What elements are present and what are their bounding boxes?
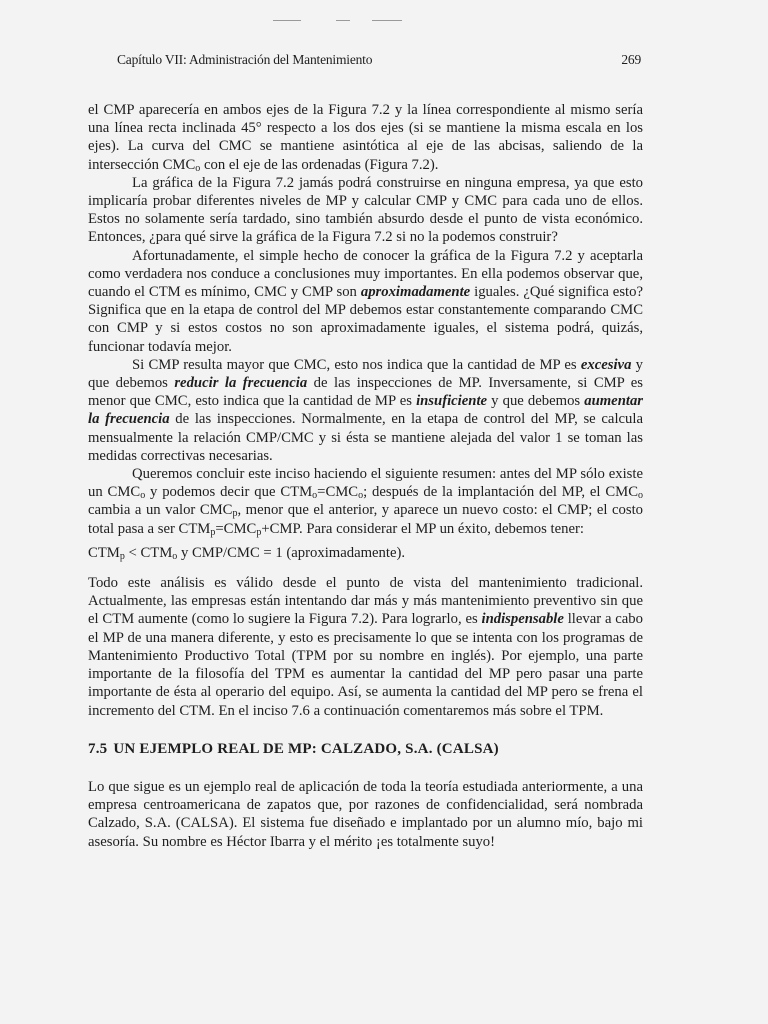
section-heading: 7.5 UN EJEMPLO REAL DE MP: CALZADO, S.A. (CALSA) bbox=[88, 740, 499, 757]
page-header bbox=[117, 52, 641, 68]
paragraph-5: Queremos concluir este inciso haciendo el siguiente resumen: antes del MP sólo existe un $CMC_o$ y podemos decir que $CTM_o=CMC_o$; después de la implantación del MP, el $CMC_o$ cambia a un valor $CMC_p$, menor que el anterior, y aparece un nuevo costo: el CMP; el costo total pasa a ser $CTM_p=CMC_p+CMP$. Para considerar el MP un éxito, debemos tener: bbox=[88, 466, 643, 538]
paragraph-2: La gráfica de la Figura 7.2 jamás podrá construirse en ninguna empresa, ya que esto implicaría probar diferentes niveles de MP y calcular CMP y CMC para cada uno de ellos. Estos no solamente sería tardado, sino también absurdo desde el punto de vista económico. Entonces, ¿para qué sirve la gráfica de la Figura 7.2 si no la podemos construir? bbox=[88, 174, 643, 246]
page-body bbox=[88, 101, 643, 851]
scan-mark bbox=[372, 20, 402, 21]
page-number: 269 bbox=[621, 52, 641, 67]
formula: $CTM_p < CTM_o$ y CMP/CMC = 1 (aproximadamente). bbox=[88, 544, 406, 562]
paragraph-7: Lo que sigue es un ejemplo real de aplicación de toda la teoría estudiada anteriormente, a una empresa centroamericana de zapatos que, por razones de confidencialidad, será nombrada Calzado, S.A. (CALSA). El sistema fue diseñado e implantado por un alumno mío, bajo mi asesoría. Su nombre es Héctor Ibarra y el mérito ¡es totalmente suyo! bbox=[88, 778, 643, 850]
paragraph-1: el CMP aparecería en ambos ejes de la Figura 7.2 y la línea correspondiente al mismo sería una línea recta inclinada 45° respecto a los dos ejes (si se mantiene la misma escala en los ejes). La curva del CMC se mantiene asintótica al eje de las abcisas, saliendo de la intersección $CMC_o$ con el eje de las ordenadas (Figura 7.2). bbox=[88, 102, 643, 174]
paragraph-6: Todo este análisis es válido desde el punto de vista del mantenimiento tradicional. Actualmente, las empresas están intentando dar más y más mantenimiento preventivo sin que el CTM aumente (como lo sugiere la Figura 7.2). Para lograrlo, es indispensable llevar a cabo el MP de una manera diferente, y esto es precisamente lo que se intenta con los programas de Mantenimiento Productivo Total (TPM por su nombre en inglés). Por ejemplo, una parte importante de la filosofía del TPM es aumentar la cantidad del MP pero pasar una parte importante de ésta al operario del equipo. Así, se aumenta la cantidad del MP pero se frena el incremento del CTM. En el inciso 7.6 a continuación comentaremos más sobre el TPM. bbox=[88, 575, 643, 719]
scan-mark bbox=[273, 20, 301, 21]
paragraph-3: Afortunadamente, el simple hecho de conocer la gráfica de la Figura 7.2 y aceptarla como verdadera nos conduce a conclusiones muy importantes. En ella podemos observar que, cuando el CTM es mínimo, CMC y CMP son aproximadamente iguales. ¿Qué significa esto? Significa que en la etapa de control del MP debemos estar constantemente comparando CMC con CMP y si estos costos no son aproximadamente iguales, el sistema podrá, quizás, funcionar todavía mejor. bbox=[88, 247, 643, 355]
chapter-title: Capítulo VII: Administración del Mantenimiento bbox=[117, 52, 373, 67]
paragraph-4: Si CMP resulta mayor que CMC, esto nos indica que la cantidad de MP es excesiva y que debemos reducir la frecuencia de las inspecciones de MP. Inversamente, si CMP es menor que CMC, esto indica que la cantidad de MP es insuficiente y que debemos aumentar la frecuencia de las inspecciones. Normalmente, en la etapa de control del MP, se calcula mensualmente la relación CMP/CMC y si ésta se mantiene alejada del valor 1 se toman las medidas correctivas necesarias. bbox=[88, 356, 644, 464]
scan-mark bbox=[336, 20, 350, 21]
